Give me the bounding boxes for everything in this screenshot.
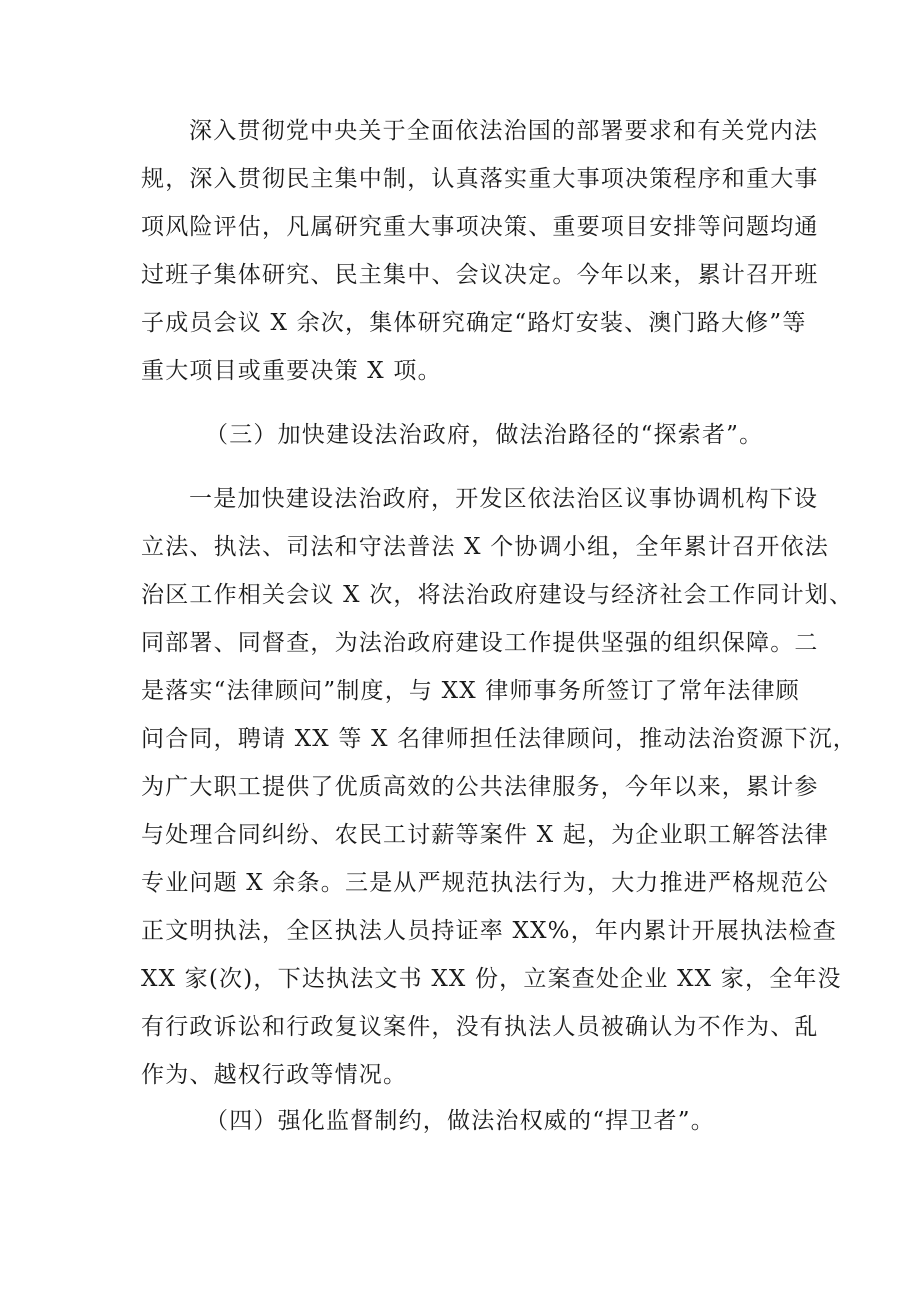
paragraph-line: 项风险评估，凡属研究重大事项决策、重要项目安排等问题均通	[141, 214, 819, 240]
paragraph-line: 作为、越权行政等情况。	[141, 1062, 408, 1088]
heading-text: （三）加快建设法治政府，做法治路径的“探索者”。	[205, 422, 764, 448]
paragraph-line: 深入贯彻党中央关于全面依法治国的部署要求和有关党内法	[189, 118, 819, 144]
paragraph-line: 是落实“法律顾问”制度，与 XX 律师事务所签订了常年法律顾	[141, 678, 800, 704]
paragraph-line: 立法、执法、司法和守法普法 X 个协调小组，全年累计召开依法	[141, 534, 829, 560]
paragraph-line: XX 家(次)，下达执法文书 XX 份，立案查处企业 XX 家，全年没	[141, 966, 842, 992]
paragraph-line: 规，深入贯彻民主集中制，认真落实重大事项决策程序和重大事	[141, 166, 819, 192]
paragraph-line: 为广大职工提供了优质高效的公共法律服务，今年以来，累计参	[141, 774, 819, 800]
heading-text: （四）强化监督制约，做法治权威的“捍卫者”。	[205, 1108, 715, 1134]
paragraph-line: 同部署、同督查，为法治政府建设工作提供坚强的组织保障。二	[141, 630, 819, 656]
paragraph-line: 有行政诉讼和行政复议案件，没有执法人员被确认为不作为、乱	[141, 1014, 819, 1040]
paragraph-line: 专业问题 X 余条。三是从严规范执法行为，大力推进严格规范公	[141, 870, 829, 896]
paragraph-line: 重大项目或重要决策 X 项。	[141, 358, 442, 384]
paragraph-line: 治区工作相关会议 X 次，将法治政府建设与经济社会工作同计划、	[141, 582, 854, 608]
paragraph-line: 与处理合同纠纷、农民工讨薪等案件 X 起，为企业职工解答法律	[141, 822, 829, 848]
paragraph-line: 正文明执法，全区执法人员持证率 XX%，年内累计开展执法检查	[141, 918, 837, 944]
paragraph-line: 子成员会议 X 余次，集体研究确定“路灯安装、澳门路大修”等	[141, 310, 807, 336]
paragraph-line: 过班子集体研究、民主集中、会议决定。今年以来，累计召开班	[141, 262, 819, 288]
paragraph-line: 一是加快建设法治政府，开发区依法治区议事协调机构下设	[189, 486, 819, 512]
paragraph-line: 问合同，聘请 XX 等 X 名律师担任法律顾问，推动法治资源下沉，	[141, 726, 857, 752]
